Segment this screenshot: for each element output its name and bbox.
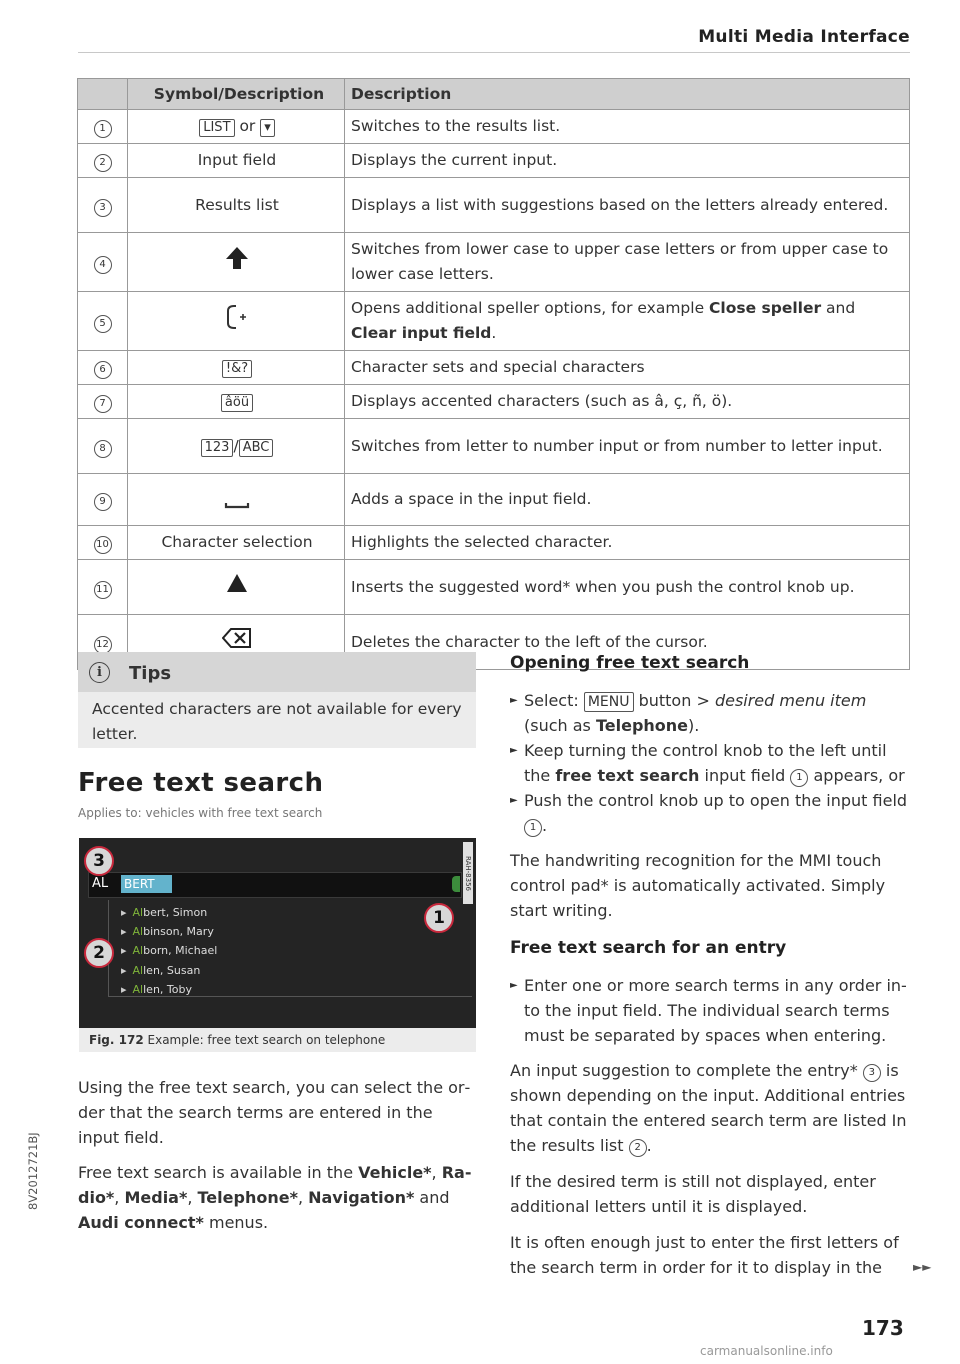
- table-header-num: [78, 79, 128, 110]
- down-key-icon: ▾: [260, 119, 275, 137]
- row-number: 12: [94, 636, 112, 654]
- letter-key: ABC: [239, 439, 274, 457]
- row-symbol: [128, 385, 345, 419]
- figure-caption: Fig. 172 Example: free text search on telephone: [79, 1028, 476, 1052]
- continue-arrow-icon: ►►: [913, 1260, 932, 1274]
- backspace-icon: [222, 627, 252, 649]
- bullet-select: ► Select: MENU button > desired menu item (such as Telephone).: [510, 691, 867, 735]
- callout-3: 3: [84, 846, 114, 876]
- row-number: 4: [94, 256, 112, 274]
- row-description: Displays the current input.: [345, 144, 910, 178]
- row-number: 3: [94, 199, 112, 217]
- row-symbol: [128, 560, 345, 615]
- section-title: Free text search: [78, 768, 324, 798]
- table-row: [78, 178, 910, 233]
- row-symbol: 123 / ABC: [128, 419, 345, 474]
- row-symbol: Character selection: [128, 526, 345, 560]
- row-symbol: Input field: [128, 144, 345, 178]
- shift-arrow-icon: [225, 245, 249, 271]
- row-description: Displays accented characters (such as â, ç, ñ, ö).: [345, 385, 910, 419]
- page-number: 173: [862, 1316, 904, 1340]
- figure-speller-tab: [452, 876, 460, 892]
- row-description: Inserts the suggested word* when you push the control knob up.: [345, 560, 910, 615]
- table-row: [78, 144, 910, 178]
- row-symbol: [128, 351, 345, 385]
- row-symbol: Results list: [128, 178, 345, 233]
- row-number: 1: [94, 120, 112, 138]
- bullet-push-knob: ► Push the control knob up to open the input field 1 .: [510, 791, 908, 835]
- callout-2: 2: [84, 938, 114, 968]
- table-header-symbol: Symbol/Description: [128, 79, 345, 110]
- paragraph-handwriting: The handwriting recognition for the MMI touch control pad* is automatically activated. Simply start writing.: [510, 851, 886, 920]
- tips-header: [78, 652, 476, 692]
- row-symbol: [128, 474, 345, 526]
- list-item: ▸ Albinson, Mary: [121, 925, 214, 938]
- heading-entry: Free text search for an entry: [510, 938, 787, 958]
- list-item: ▸ Albert, Simon: [121, 906, 208, 919]
- row-description: Opens additional speller options, for example Close speller and Clear input field.: [345, 292, 910, 351]
- special-chars-key: !&?: [222, 360, 252, 378]
- figure-screenshot: [79, 838, 476, 1028]
- page-header-title: Multi Media Interface: [698, 27, 910, 47]
- tips-label: Tips: [129, 663, 172, 684]
- row-number: 10: [94, 536, 112, 554]
- row-description: Deletes the character to the left of the cursor.: [345, 615, 910, 670]
- list-key: LIST: [199, 119, 234, 137]
- paragraph-first-letters: It is often enough just to enter the first letters of the search term in order for it to display in the: [510, 1233, 899, 1277]
- tips-text: Accented characters are not available for every letter.: [92, 700, 462, 743]
- applies-to: Applies to: vehicles with free text search: [78, 806, 323, 820]
- paragraph-intro: Using the free text search, you can select the order that the search terms are entered in the input field.: [78, 1078, 471, 1147]
- callout-1: 1: [424, 903, 454, 933]
- row-number: 8: [94, 440, 112, 458]
- row-number: 11: [94, 581, 112, 599]
- number-key: 123: [201, 439, 234, 457]
- row-description: Displays a list with suggestions based on the letters already entered.: [345, 178, 910, 233]
- list-item: ▸ Alborn, Michael: [121, 944, 218, 957]
- table-row: [78, 110, 910, 144]
- row-symbol: [128, 292, 345, 351]
- row-symbol: [128, 233, 345, 292]
- bullet-turn-knob: ► Keep turning the control knob to the left until the free text search input field 1 appears, or: [510, 741, 905, 785]
- row-description: Switches to the results list.: [345, 110, 910, 144]
- table-row: [78, 419, 910, 474]
- row-description: Character sets and special characters: [345, 351, 910, 385]
- row-number: 7: [94, 395, 112, 413]
- figure-input-typed: AL: [92, 876, 109, 891]
- table-header-row: [78, 79, 910, 110]
- tips-body: [78, 692, 476, 748]
- table-row: [78, 385, 910, 419]
- paragraph-availability: Free text search is available in the Vehicle*, Radio*, Media*, Telephone*, Navigation* and Audi connect* menus.: [78, 1163, 472, 1232]
- table-row: [78, 474, 910, 526]
- bullet-enter-terms: ► Enter one or more search terms in any order into the input field. The individual search terms must be separated by spaces when entering.: [510, 976, 907, 1045]
- row-number: 5: [94, 315, 112, 333]
- figure-code: RAH-8356: [463, 842, 473, 904]
- row-symbol: LIST or ▾: [128, 110, 345, 144]
- table-row: [78, 560, 910, 615]
- list-item: ▸ Allen, Toby: [121, 983, 192, 996]
- symbol-table: [77, 78, 910, 670]
- heading-opening: Opening free text search: [510, 653, 750, 673]
- row-description: Adds a space in the input field.: [345, 474, 910, 526]
- space-icon: [224, 481, 250, 511]
- row-description: Switches from letter to number input or from number to letter input.: [345, 419, 910, 474]
- row-description: Switches from lower case to upper case letters or from upper case to lower case letters.: [345, 233, 910, 292]
- watermark: carmanualsonline.info: [700, 1344, 833, 1358]
- row-number: 9: [94, 493, 112, 511]
- row-number: 6: [94, 361, 112, 379]
- menu-key: MENU: [584, 692, 634, 712]
- table-row: [78, 233, 910, 292]
- document-code: 8V2012721BJ: [26, 1132, 40, 1210]
- table-row: [78, 351, 910, 385]
- info-icon: i: [89, 662, 110, 683]
- up-triangle-icon: [226, 572, 248, 594]
- table-row: [78, 292, 910, 351]
- row-description: Highlights the selected character.: [345, 526, 910, 560]
- list-item: ▸ Allen, Susan: [121, 964, 201, 977]
- table-header-description: Description: [345, 79, 910, 110]
- figure-results-list: [108, 900, 472, 997]
- header-rule: [78, 52, 910, 53]
- table-row: [78, 526, 910, 560]
- paragraph-not-displayed: If the desired term is still not displayed, enter additional letters until it is displayed.: [510, 1172, 876, 1216]
- speller-options-icon: [226, 303, 248, 331]
- row-number: 2: [94, 154, 112, 172]
- accented-chars-key: âöü: [221, 394, 253, 412]
- paragraph-suggestion: An input suggestion to complete the entry* 3 is shown depending on the input. Additional entries that contain the entered search term are listed In the results list 2 .: [510, 1061, 907, 1155]
- figure-input-suggestion: BERT: [121, 875, 172, 893]
